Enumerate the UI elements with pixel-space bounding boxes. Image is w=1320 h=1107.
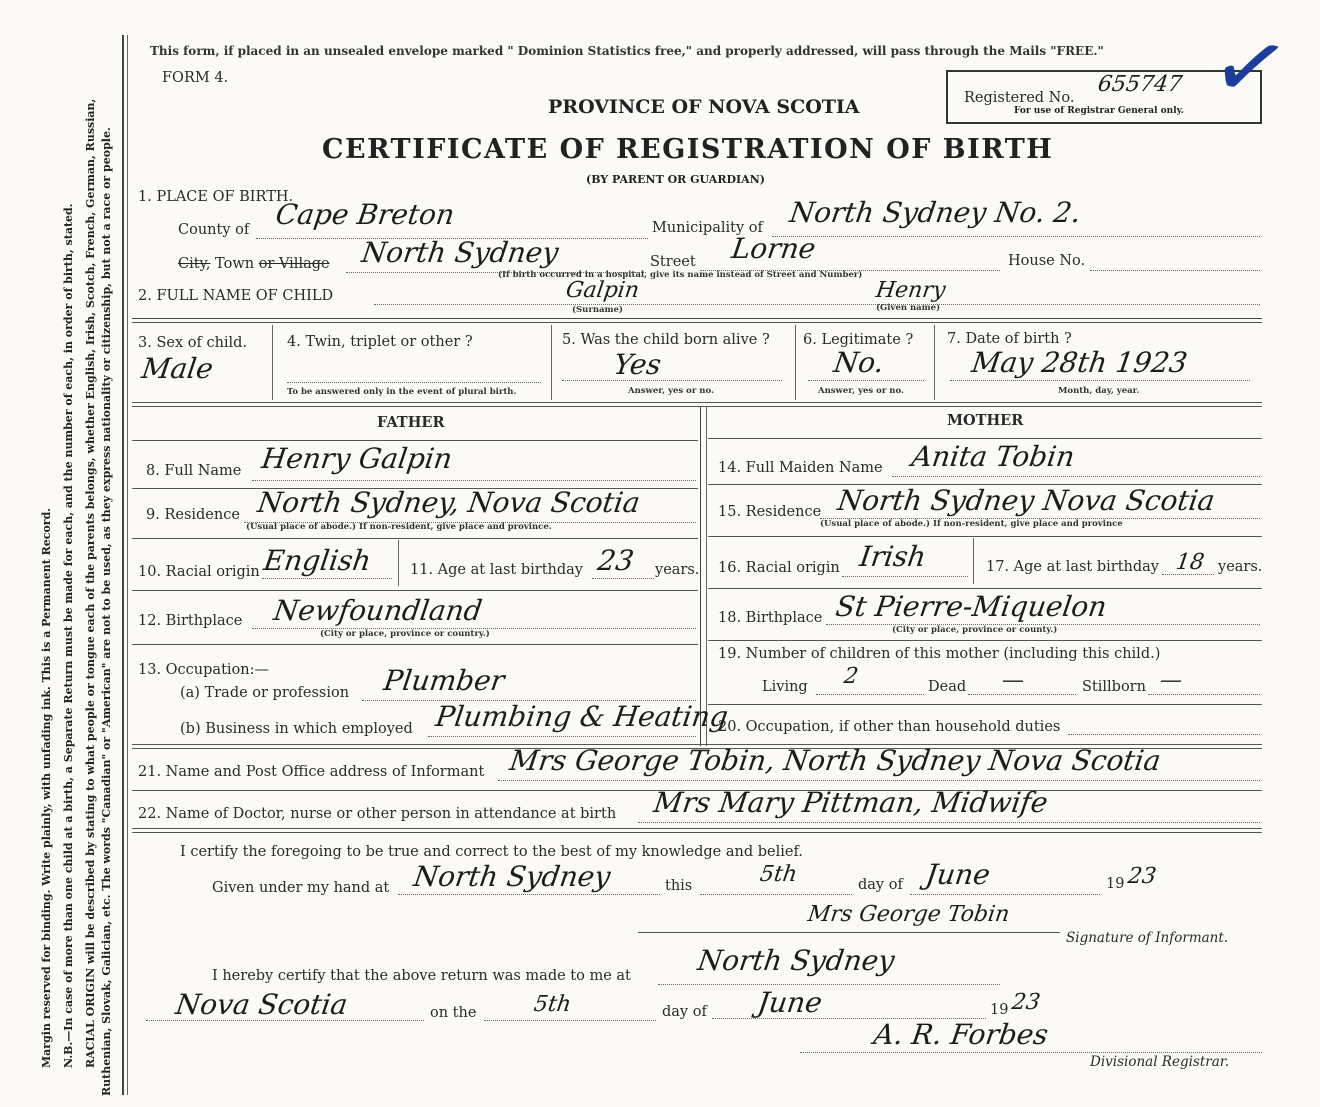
certify-day-of-label: day of	[858, 877, 903, 893]
registrar-on-the-label: on the	[430, 1005, 477, 1021]
father-birthplace-value: Newfoundland	[271, 594, 485, 627]
mother-age-label: 17. Age at last birthday	[986, 559, 1159, 575]
dead-value: —	[1000, 668, 1026, 693]
mother-name-label: 14. Full Maiden Name	[718, 460, 883, 476]
side-note-racial-origin: RACIAL ORIGIN will be described by stating to what people or tongue each of the parents belongs, whether English, Irish, Scotch, French, German, Russian,	[84, 98, 97, 1068]
given-place-value: North Sydney	[411, 860, 613, 893]
registrar-month-value: June	[755, 986, 825, 1019]
father-birthplace-label: 12. Birthplace	[138, 613, 243, 629]
father-name-value: Henry Galpin	[259, 442, 455, 475]
mother-residence-label: 15. Residence	[718, 504, 822, 520]
living-label: Living	[762, 679, 808, 695]
certify-month-value: June	[923, 858, 993, 891]
doctor-label: 22. Name of Doctor, nurse or other person in attendance at birth	[138, 806, 617, 822]
mother-age-unit: years.	[1218, 559, 1263, 575]
municipality-value: North Sydney No. 2.	[787, 196, 1083, 229]
born-alive-caption: Answer, yes or no.	[628, 386, 714, 396]
twin-caption: To be answered only in the event of plural birth.	[287, 387, 517, 397]
certify-this-label: this	[665, 878, 693, 894]
father-occupation-label: 13. Occupation:—	[138, 662, 269, 678]
father-age-label: 11. Age at last birthday	[410, 562, 583, 578]
informant-label: 21. Name and Post Office address of Informant	[138, 764, 485, 780]
registrar-year-value: 23	[1010, 990, 1042, 1015]
father-age-unit: years.	[655, 562, 700, 578]
registrar-day-value: 5th	[532, 992, 573, 1017]
province-heading: PROVINCE OF NOVA SCOTIA	[548, 96, 860, 118]
page-subtitle: (BY PARENT OR GUARDIAN)	[586, 173, 765, 186]
child-given-name-value: Henry	[874, 278, 948, 303]
county-value: Cape Breton	[273, 198, 457, 231]
registered-label: Registered No.	[964, 90, 1075, 106]
binding-margin-line-inner	[127, 35, 128, 1095]
certify-year-value: 23	[1126, 864, 1158, 889]
house-number-label: House No.	[1008, 253, 1086, 269]
municipality-label: Municipality of	[652, 220, 763, 236]
registered-number: 655747	[1096, 72, 1184, 97]
registrar-day-of-label: day of	[662, 1004, 707, 1020]
informant-signature-caption: Signature of Informant.	[1066, 930, 1229, 946]
twin-label: 4. Twin, triplet or other ?	[287, 334, 473, 350]
side-note-binding: Margin reserved for binding. Write plainly, with unfading ink. This is a Permanent Record.	[40, 507, 53, 1068]
mother-birthplace-caption: (City or place, province or county.)	[892, 625, 1058, 635]
father-name-label: 8. Full Name	[146, 463, 242, 479]
place-of-birth-heading: 1. PLACE OF BIRTH.	[138, 189, 294, 205]
mother-residence-caption: (Usual place of abode.) If non-resident, give place and province	[820, 519, 1123, 529]
informant-signature: Mrs George Tobin	[806, 902, 1012, 927]
mother-age-value: 18	[1174, 550, 1206, 575]
mother-name-value: Anita Tobin	[909, 440, 1077, 473]
father-age-value: 23	[595, 544, 636, 577]
mail-notice: This form, if placed in an unsealed envelope marked " Dominion Statistics free," and properly addressed, will pass through the Mails "FREE."	[150, 44, 1104, 58]
mother-racial-origin-label: 16. Racial origin	[718, 560, 840, 576]
doctor-value: Mrs Mary Pittman, Midwife	[651, 786, 1050, 819]
given-name-caption: (Given name)	[876, 303, 941, 313]
certify-year-prefix: 19	[1106, 876, 1125, 892]
father-business-label: (b) Business in which employed	[180, 721, 413, 737]
father-residence-label: 9. Residence	[146, 507, 240, 523]
given-under-hand-label: Given under my hand at	[212, 880, 390, 896]
mother-residence-value: North Sydney Nova Scotia	[835, 484, 1217, 517]
street-value: Lorne	[729, 232, 818, 265]
surname-caption: (Surname)	[572, 305, 623, 315]
registrar-signature-caption: Divisional Registrar.	[1090, 1054, 1230, 1070]
side-note-racial-origin-cont: Ruthenian, Slovak, Galician, etc. The words "Canadian" or "American" are not to be used, as they express nationality or citizenship, but not a race or people.	[100, 127, 113, 1096]
registrar-statement: I hereby certify that the above return was made to me at	[212, 968, 631, 984]
mother-birthplace-label: 18. Birthplace	[718, 610, 823, 626]
living-value: 2	[842, 664, 860, 689]
mother-heading: MOTHER	[947, 412, 1024, 429]
county-label: County of	[178, 222, 250, 238]
date-of-birth-caption: Month, day, year.	[1058, 386, 1140, 396]
side-note-multiple-births: N.B.—In case of more than one child at a birth, a Separate Return must be made for each, and the number of each, in order of birth, stated.	[62, 203, 75, 1068]
mother-birthplace-value: St Pierre-Miquelon	[833, 590, 1109, 623]
hospital-note: (If birth occurred in a hospital, give its name instead of Street and Number)	[498, 270, 863, 280]
father-birthplace-caption: (City or place, province or country.)	[320, 629, 490, 639]
date-of-birth-value: May 28th 1923	[969, 346, 1190, 379]
born-alive-value: Yes	[611, 348, 664, 381]
city-town-village-label: City, Town or Village	[178, 256, 330, 272]
street-label: Street	[650, 254, 696, 270]
sex-value: Male	[139, 352, 216, 385]
father-racial-origin-value: English	[261, 544, 374, 577]
father-residence-value: North Sydney, Nova Scotia	[255, 486, 643, 519]
binding-margin-line	[122, 35, 124, 1095]
mother-children-label: 19. Number of children of this mother (including this child.)	[718, 646, 1161, 662]
father-heading: FATHER	[377, 414, 445, 431]
registrar-signature: A. R. Forbes	[871, 1018, 1051, 1051]
certify-statement: I certify the foregoing to be true and correct to the best of my knowledge and belief.	[180, 844, 803, 860]
registrar-year-prefix: 19	[990, 1002, 1009, 1018]
certify-day-value: 5th	[758, 862, 799, 887]
city-value: North Sydney	[359, 236, 561, 269]
child-name-label: 2. FULL NAME OF CHILD	[138, 288, 334, 304]
registrar-province-value: Nova Scotia	[173, 988, 350, 1021]
legitimate-caption: Answer, yes or no.	[818, 386, 904, 396]
registrar-place-value: North Sydney	[695, 944, 897, 977]
mother-racial-origin-value: Irish	[857, 540, 929, 573]
father-trade-label: (a) Trade or profession	[180, 685, 350, 701]
date-of-birth-label: 7. Date of birth ?	[947, 331, 1072, 347]
mother-occupation-label: 20. Occupation, if other than household duties	[718, 719, 1061, 735]
dead-label: Dead	[928, 679, 967, 695]
check-mark-icon: ✓	[1201, 7, 1300, 128]
father-business-value: Plumbing & Heating	[433, 700, 731, 733]
stillborn-label: Stillborn	[1082, 679, 1146, 695]
form-number: FORM 4.	[162, 70, 229, 86]
father-racial-origin-label: 10. Racial origin	[138, 564, 260, 580]
child-surname-value: Galpin	[564, 278, 641, 303]
father-residence-caption: (Usual place of abode.) If non-resident, give place and province.	[246, 522, 552, 532]
legitimate-label: 6. Legitimate ?	[803, 332, 914, 348]
father-trade-value: Plumber	[381, 664, 507, 697]
registrar-note: For use of Registrar General only.	[1014, 106, 1184, 116]
legitimate-value: No.	[831, 346, 887, 379]
stillborn-value: —	[1158, 668, 1184, 693]
page-title: CERTIFICATE OF REGISTRATION OF BIRTH	[322, 134, 1054, 165]
born-alive-label: 5. Was the child born alive ?	[562, 332, 770, 348]
sex-label: 3. Sex of child.	[138, 335, 248, 351]
informant-value: Mrs George Tobin, North Sydney Nova Scotia	[507, 744, 1163, 777]
